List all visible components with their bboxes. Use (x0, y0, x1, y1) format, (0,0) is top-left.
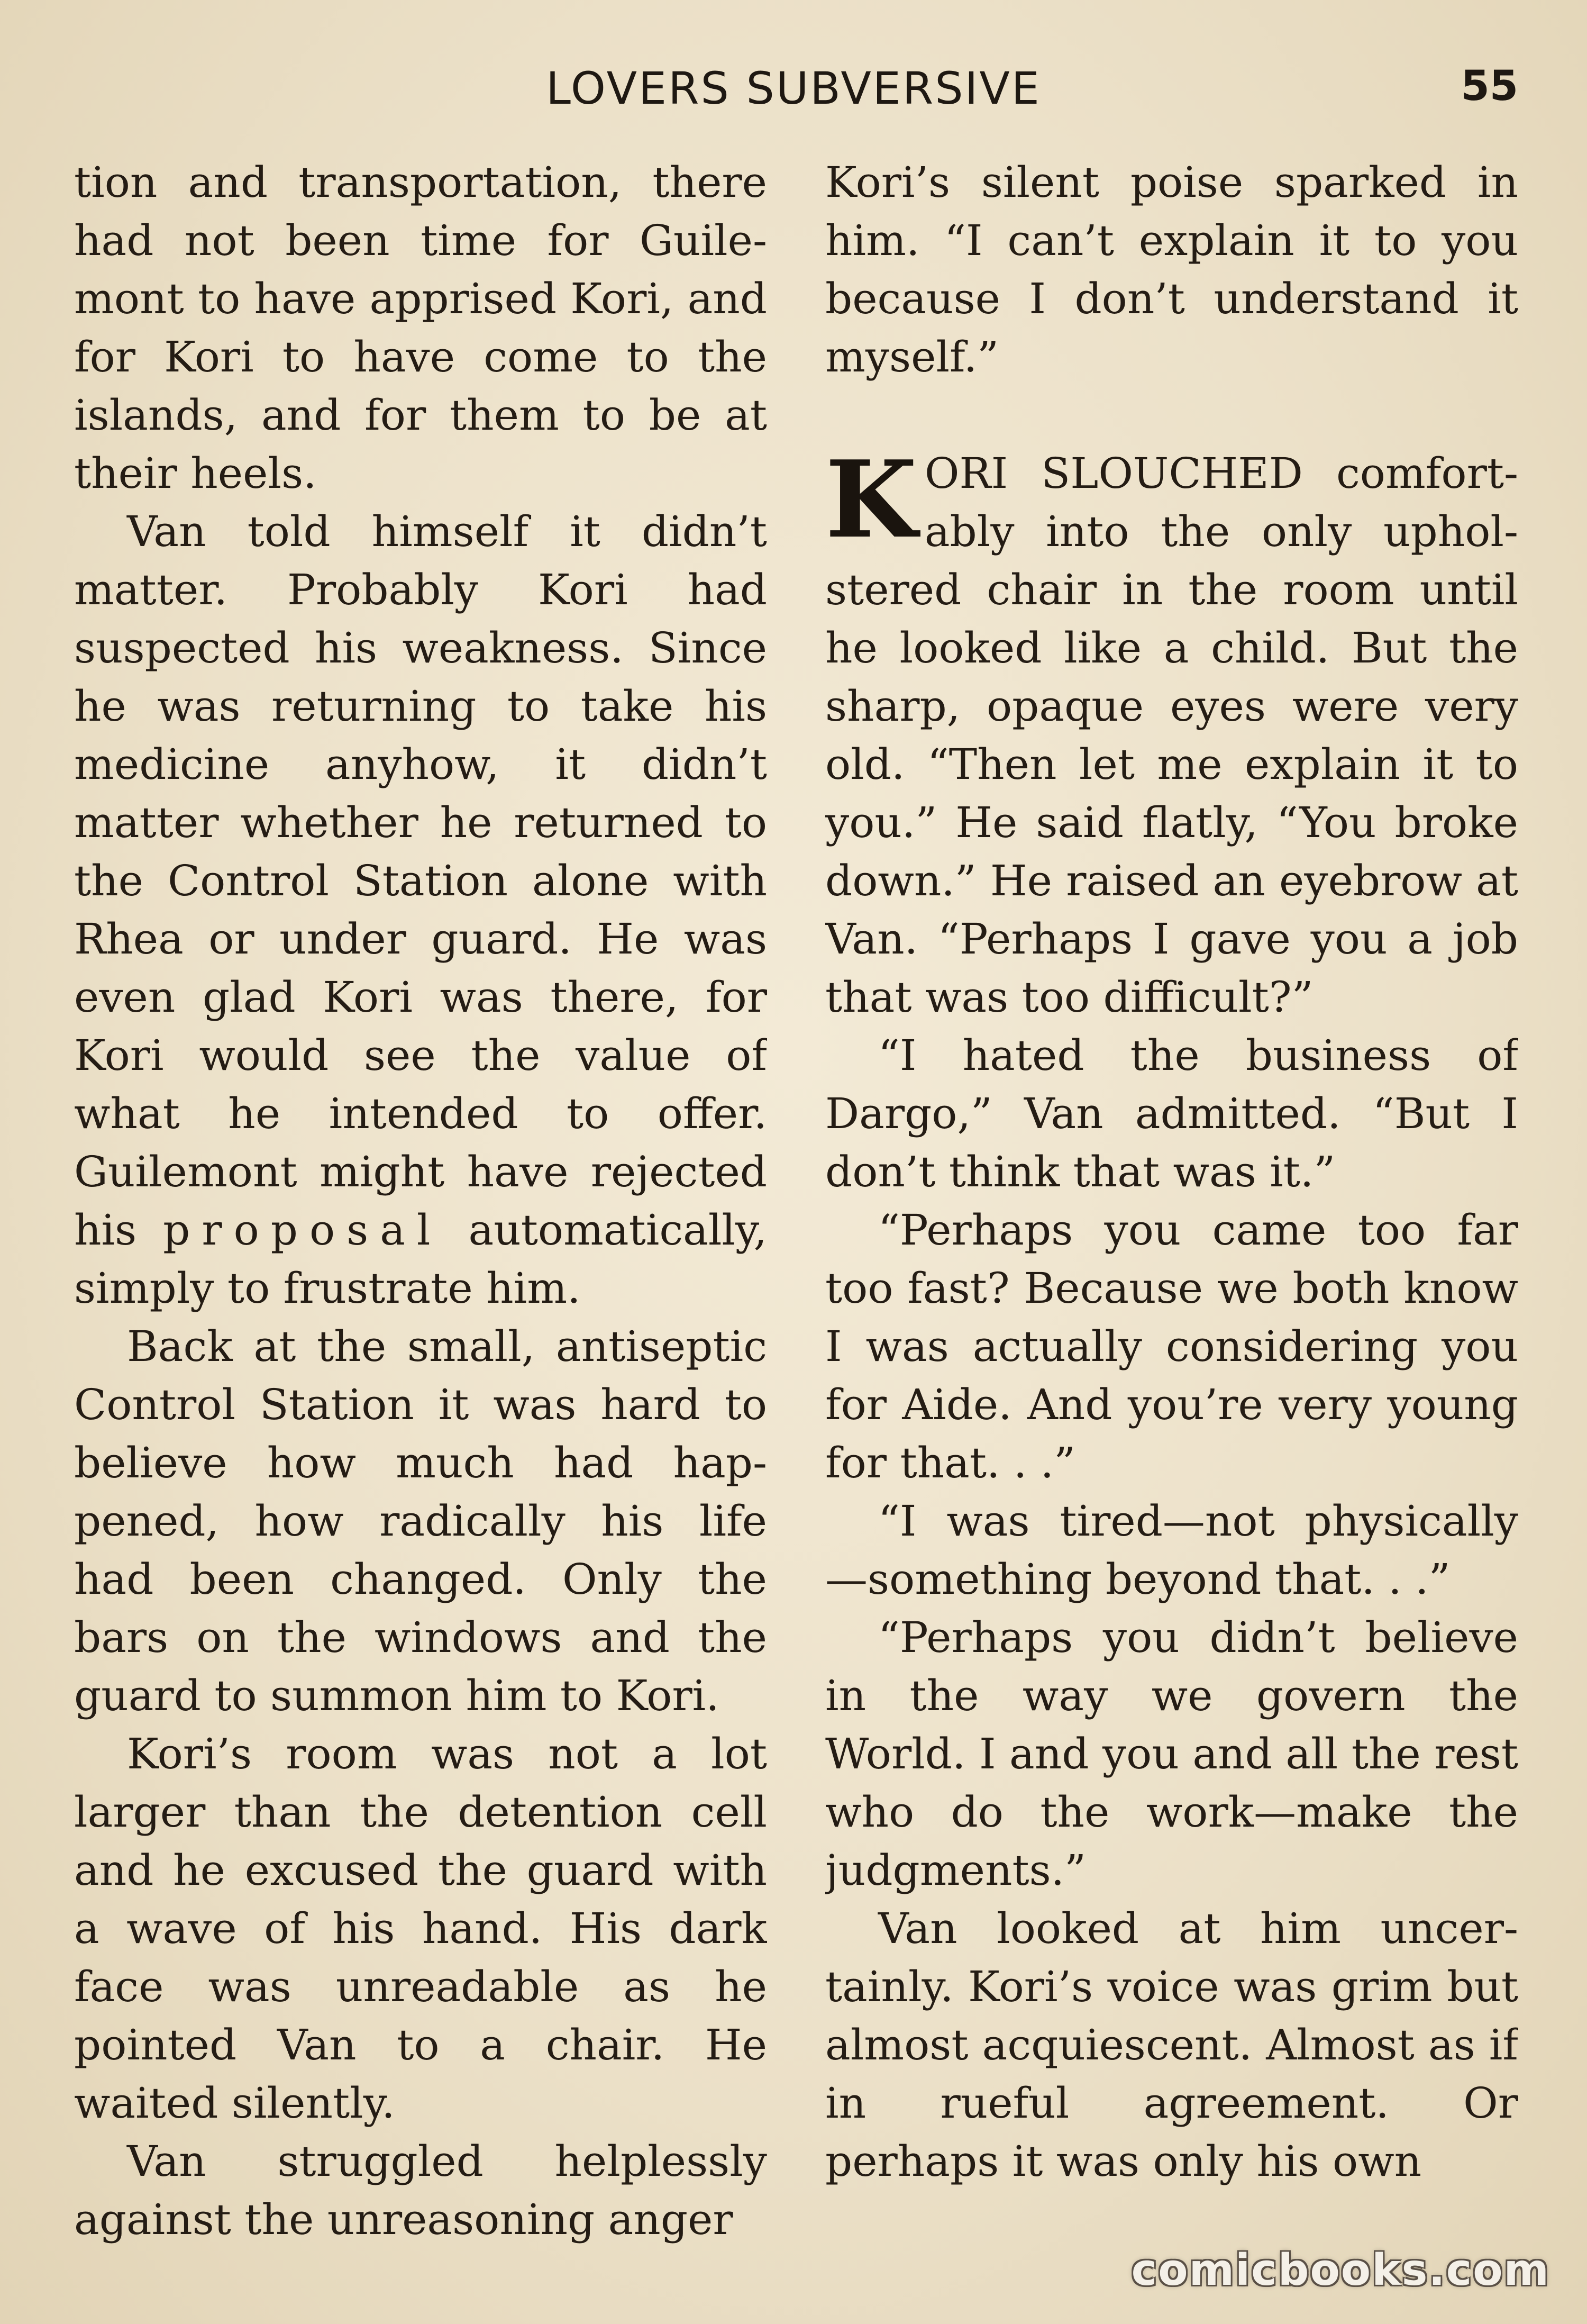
paragraph: “I hated the business of Dargo,” Van admitted. “But I don’t think that was it.” (825, 1031, 1518, 1196)
paragraph: Van struggled helplessly against the unreasoning anger (74, 2137, 767, 2244)
paragraph: “I was tired—not physically —something beyond that. . .” (825, 1496, 1518, 1604)
left-column (74, 153, 767, 2249)
paragraph: “Perhaps you came too far too fast? Because we both know I was actually considering you for Aide. And you’re very young for that. . .” (825, 1205, 1518, 1487)
paragraph: Van looked at him uncertainly. Kori’s voice was grim but almost acquiescent. Almost as if in rueful agreement. Or perhaps it was only his own (825, 1904, 1518, 2186)
drop-cap: K (825, 438, 917, 562)
right-column (825, 153, 1518, 2249)
paragraph: Kori’s silent poise sparked in him. “I can’t explain it to you because I don’t understand it myself.” (825, 158, 1518, 382)
page-number: 55 (1461, 62, 1518, 110)
section-opening-paragraph (825, 438, 1518, 1027)
paragraph: tion and transportation, there had not been time for Guilemont to have apprised Kori, and for Kori to have come to the islands, and for them to be at their heels. (74, 158, 767, 498)
running-title: LOVERS SUBVERSIVE (546, 62, 1041, 114)
paragraph (74, 503, 767, 1318)
paragraph-text: automatically, simply to frustrate him. (74, 1205, 767, 1313)
page-header (0, 62, 1587, 121)
paragraph: Kori’s room was not a lot larger than the detention cell and he excused the guard with a wave of his hand. His dark face was unreadable as he pointed Van to a chair. He waited silently. (74, 1729, 767, 2128)
paragraph-text: ORI SLOUCHED comfortably into the only upholstered chair in the room until he looked like a child. But the sharp, opaque eyes were very old. “Then let me explain it to you.” He said flatly, “You broke down.” He raised an eyebrow at Van. “Perhaps I gave you a job that was too difficult?” (825, 449, 1518, 1022)
paragraph-text: Van told himself it didn’t matter. Probably Kori had suspected his weakness. Since he was returning to take his medicine anyhow, it didn’t matter whether he returned to the Control Station alone with Rhea or under guard. He was even glad Kori was there, for Kori would see the value of what he intended to offer. Guilemont might have rejected his (74, 507, 767, 1255)
watermark-logo: comicbooks.com (1131, 2245, 1550, 2295)
paragraph: “Perhaps you didn’t believe in the way we govern the World. I and you and all the rest who do the work—make the judgments.” (825, 1613, 1518, 1895)
paragraph: Back at the small, antiseptic Control Station it was hard to believe how much had happened, how radically his life had been changed. Only the bars on the windows and the guard to summon him to Kori. (74, 1322, 767, 1720)
spaced-word: proposal (163, 1205, 442, 1255)
